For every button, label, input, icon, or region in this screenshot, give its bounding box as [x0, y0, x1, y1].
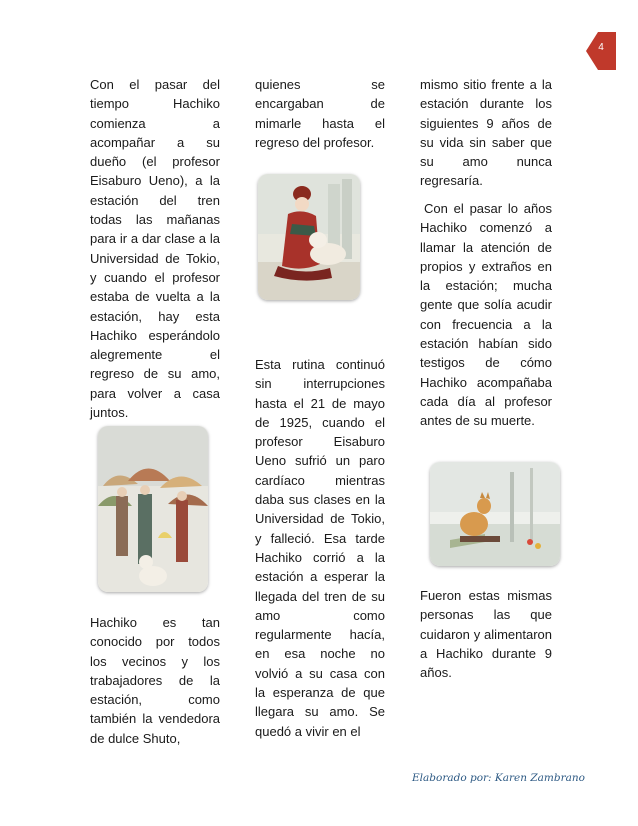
paragraph: Hachiko es tan conocido por todos los vecinos y los trabajadores de la estación, como también la vendedora de dulce Shuto,: [90, 615, 220, 746]
paragraph: Con el pasar lo años Hachiko comenzó a llamar la atención de propios y extraños en la estación; mucha gente que solía acudir con frecuencia a la estación habían sido testigos de cómo Hachiko acompañaba cada día al profesor antes de su muerte.: [420, 201, 552, 429]
paragraph: Con el pasar del tiempo Hachiko comienza a acompañar a su dueño (el profesor Eisaburo Ueno), a la estación del tren todas las mañanas para ir a dar clase a la Universidad de Tokio, y cuando el profesor estaba de vuelta a la estación, hay esta Hachiko esperándolo alegremente el regreso de su amo, para volver a casa juntos.: [90, 77, 220, 421]
paragraph: Fueron estas mismas personas las que cuidaron y alimentaron a Hachiko durante 9 años.: [420, 588, 552, 681]
text-column-3-bottom: [420, 586, 552, 682]
crowd-with-umbrellas-illustration: [98, 426, 208, 592]
kimono-woman-with-dog-illustration: [258, 174, 360, 300]
text-column-3: [420, 75, 552, 191]
text-column-1-continued: [90, 613, 220, 748]
text-column-2-continued: [255, 355, 385, 741]
paragraph: Esta rutina continuó sin interrupciones hasta el 21 de mayo de 1925, cuando el profesor Eisaburo Ueno sufrió un paro cardíaco mientras daba sus clases en la Universidad de Tokio, y falleció. Esa tarde Hachiko corrió a la estación a esperar la llegada del tren de su amo como regularmente hacía, en esa noche no volvió a su casa con la esperanza de que llegara su amo. Se quedó a vivir en el: [255, 357, 385, 739]
footer-credit: Elaborado por: Karen Zambrano: [412, 772, 585, 784]
text-column-2: [255, 75, 385, 152]
paragraph: mismo sitio frente a la estación durante los siguientes 9 años de su vida sin saber que su amo nunca regresaría.: [420, 77, 552, 189]
text-column-3-middle: [420, 199, 552, 431]
paragraph: quienes se encargaban de mimarle hasta el regreso del profesor.: [255, 77, 385, 150]
page-number: 4: [598, 42, 604, 53]
text-column-1: [90, 75, 220, 422]
dog-waiting-illustration: [430, 462, 560, 566]
